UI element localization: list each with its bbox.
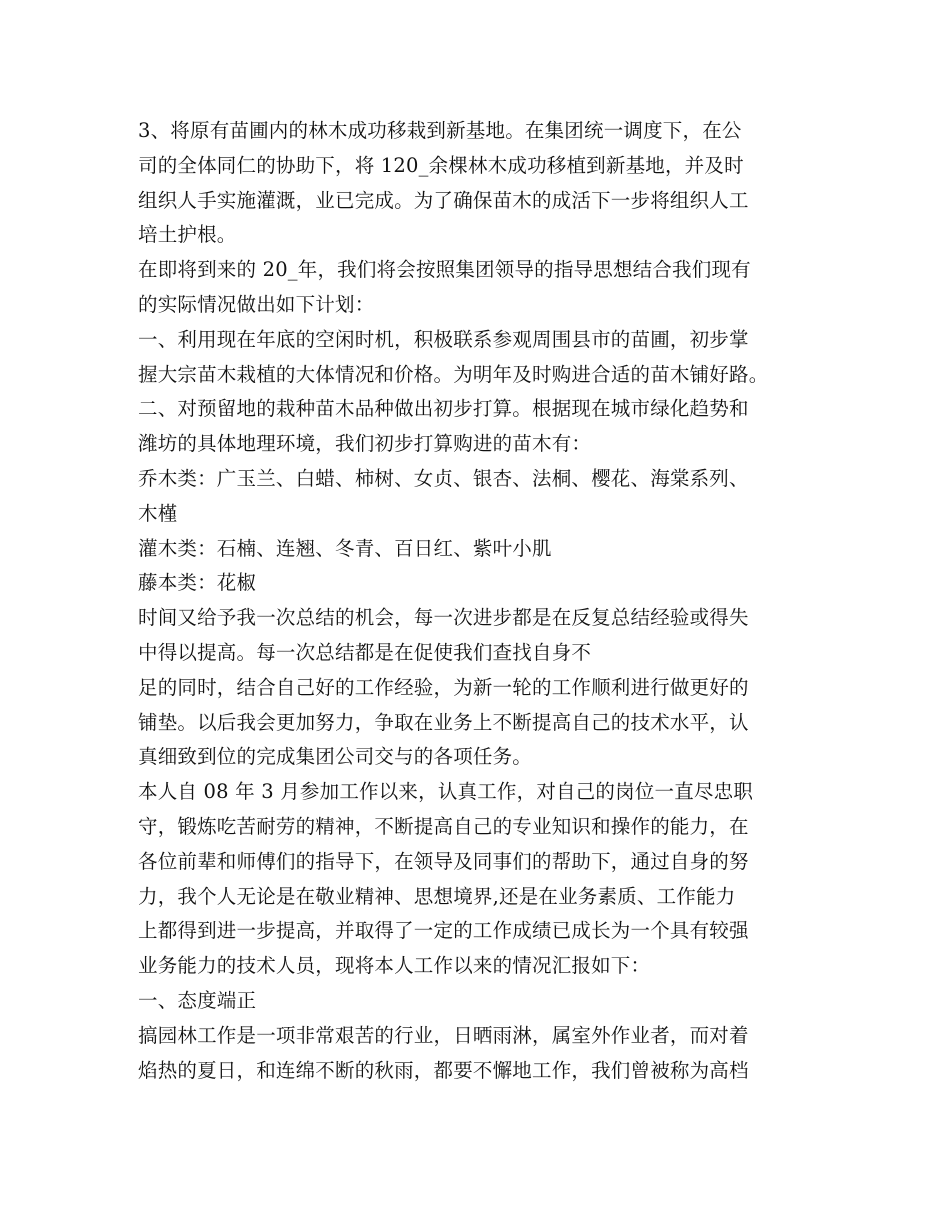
text-line: 在即将到来的 20_年，我们将会按照集团领导的指导思想结合我们现有	[138, 258, 751, 282]
text-line: 的实际情况做出如下计划：	[138, 292, 375, 316]
text-line: 一、态度端正	[138, 988, 257, 1012]
text-line: 一、利用现在年底的空闲时机，积极联系参观周围县市的苗圃，初步掌	[138, 327, 749, 351]
text-line: 力，我个人无论是在敬业精神、思想境界,还是在业务素质、工作能力	[138, 884, 736, 908]
text-line: 组织人手实施灌溉，业已完成。为了确保苗木的成活下一步将组织人工	[138, 188, 749, 212]
text-line: 中得以提高。每一次总结都是在促使我们查找自身不	[138, 640, 592, 664]
text-line: 握大宗苗木栽植的大体情况和价格。为明年及时购进合适的苗木铺好路。	[138, 362, 769, 386]
text-line: 搞园林工作是一项非常艰苦的行业，日晒雨淋，属室外作业者，而对着	[138, 1023, 749, 1047]
text-line: 培土护根。	[138, 223, 237, 247]
text-line: 铺垫。以后我会更加努力，争取在业务上不断提高自己的技术水平，认	[138, 710, 749, 734]
text-line: 本人自 08 年 3 月参加工作以来，认真工作，对自己的岗位一直尽忠职	[138, 780, 754, 804]
text-line: 潍坊的具体地理环境，我们初步打算购进的苗木有：	[138, 432, 592, 456]
document-body	[138, 114, 838, 1088]
text-line: 时间又给予我一次总结的机会，每一次进步都是在反复总结经验或得失	[138, 606, 749, 630]
text-line: 3、将原有苗圃内的林木成功移栽到新基地。在集团统一调度下，在公	[138, 119, 742, 142]
text-line: 司的全体同仁的协助下，将 120_余棵林木成功移植到新基地，并及时	[138, 153, 744, 177]
text-line: 真细致到位的完成集团公司交与的各项任务。	[138, 745, 533, 769]
text-line: 灌木类：石楠、连翘、冬青、百日红、紫叶小肌	[138, 536, 552, 560]
text-line: 足的同时，结合自己好的工作经验，为新一轮的工作顺利进行做更好的	[138, 675, 749, 699]
text-line: 业务能力的技术人员，现将本人工作以来的情况汇报如下：	[138, 954, 651, 978]
text-line: 藤本类：花椒	[138, 571, 257, 595]
text-line: 木槿	[138, 501, 178, 525]
text-line: 乔木类：广玉兰、白蜡、柿树、女贞、银杏、法桐、樱花、海棠系列、	[138, 466, 749, 490]
text-line: 二、对预留地的栽种苗木品种做出初步打算。根据现在城市绿化趋势和	[138, 397, 749, 421]
text-line: 上都得到进一步提高，并取得了一定的工作成绩已成长为一个具有较强	[138, 919, 749, 943]
text-line: 焰热的夏日，和连绵不断的秋雨，都要不懈地工作，我们曾被称为高档	[138, 1058, 749, 1082]
text-line: 各位前辈和师傅们的指导下，在领导及同事们的帮助下，通过自身的努	[138, 849, 749, 873]
text-line: 守，锻炼吃苦耐劳的精神，不断提高自己的专业知识和操作的能力，在	[138, 814, 749, 838]
